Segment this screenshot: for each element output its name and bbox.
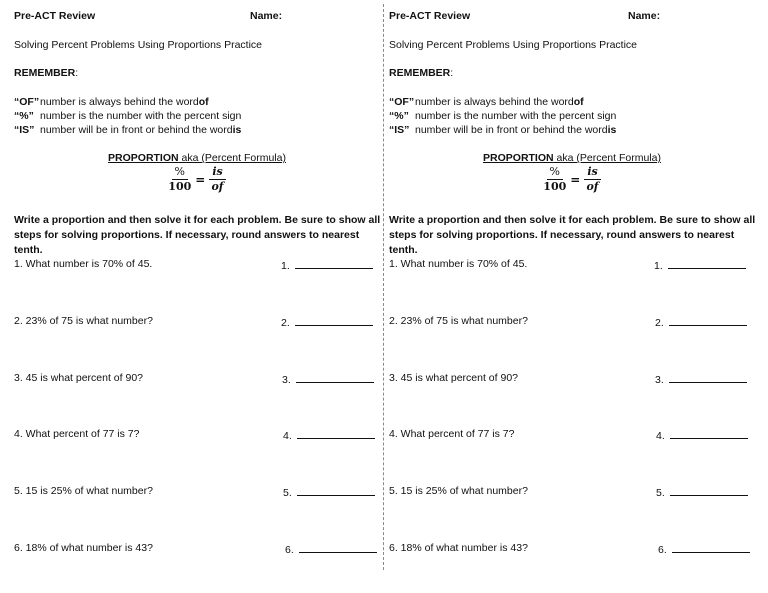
answer-number: 6. bbox=[285, 544, 294, 556]
rule-item bbox=[389, 123, 616, 137]
answer-blank[interactable] bbox=[670, 485, 748, 496]
worksheet-copy-left bbox=[14, 0, 380, 593]
question-4: 4. What percent of 77 is 7? bbox=[389, 428, 515, 440]
question-2: 2. 23% of 75 is what number? bbox=[14, 315, 153, 327]
question-6: 6. 18% of what number is 43? bbox=[389, 542, 528, 554]
remember-colon: : bbox=[75, 67, 79, 79]
answer-line-1[interactable] bbox=[281, 258, 373, 273]
answer-number: 2. bbox=[281, 317, 290, 329]
equals-sign: = bbox=[195, 172, 206, 187]
worksheet-subtitle: Solving Percent Problems Using Proportions Practice bbox=[14, 39, 263, 51]
question-3: 3. 45 is what percent of 90? bbox=[14, 372, 143, 384]
rule-key: “OF” bbox=[14, 96, 40, 108]
answer-blank[interactable] bbox=[295, 258, 373, 269]
rule-key: “IS” bbox=[389, 124, 410, 136]
question-6: 6. 18% of what number is 43? bbox=[14, 542, 153, 554]
instructions: Write a proportion and then solve it for each problem. Be sure to show all steps for solving proportions. If necessary, round answers to nearest tenth. bbox=[389, 214, 756, 256]
answer-line-2[interactable] bbox=[655, 315, 747, 330]
answer-number: 4. bbox=[283, 430, 292, 442]
answer-line-5[interactable] bbox=[656, 485, 748, 500]
answer-line-4[interactable] bbox=[656, 428, 748, 443]
name-label: Name: bbox=[250, 10, 283, 22]
question-5: 5. 15 is 25% of what number? bbox=[389, 485, 528, 497]
remember-label: REMEMBER bbox=[389, 67, 451, 79]
answer-number: 2. bbox=[655, 317, 664, 329]
rule-text: number is the number with the percent sign bbox=[40, 110, 242, 122]
answer-blank[interactable] bbox=[670, 428, 748, 439]
formula-equation bbox=[389, 166, 755, 193]
header-title: Pre-ACT Review bbox=[389, 10, 471, 22]
rule-item bbox=[389, 109, 616, 123]
rule-item bbox=[14, 123, 241, 137]
rule-emphasis: is bbox=[232, 124, 242, 136]
rule-key: “%” bbox=[14, 110, 34, 122]
answer-line-6[interactable] bbox=[658, 542, 750, 557]
question-2: 2. 23% of 75 is what number? bbox=[389, 315, 528, 327]
rule-text: number is the number with the percent sign bbox=[415, 110, 617, 122]
answer-blank[interactable] bbox=[669, 372, 747, 383]
cut-line-divider bbox=[383, 4, 384, 570]
rules-list bbox=[389, 95, 616, 137]
rule-text: number will be in front or behind the word bbox=[40, 124, 233, 136]
fraction-numerator: % bbox=[547, 166, 563, 180]
answer-line-2[interactable] bbox=[281, 315, 373, 330]
fraction-percent-over-100 bbox=[168, 166, 191, 193]
answer-number: 3. bbox=[282, 374, 291, 386]
answer-blank[interactable] bbox=[296, 372, 374, 383]
remember-colon: : bbox=[450, 67, 454, 79]
answer-blank[interactable] bbox=[297, 485, 375, 496]
answer-number: 1. bbox=[281, 260, 290, 272]
rule-text: number is always behind the word bbox=[415, 96, 574, 108]
answer-number: 5. bbox=[283, 487, 292, 499]
formula-title bbox=[14, 152, 380, 165]
fraction-denominator: of bbox=[211, 180, 224, 193]
formula-equation bbox=[14, 166, 380, 193]
fraction-denominator: 100 bbox=[168, 180, 192, 193]
remember-heading bbox=[389, 67, 453, 80]
answer-number: 6. bbox=[658, 544, 667, 556]
answer-blank[interactable] bbox=[295, 315, 373, 326]
answer-line-1[interactable] bbox=[654, 258, 746, 273]
rule-text: number will be in front or behind the word bbox=[415, 124, 608, 136]
answer-number: 1. bbox=[654, 260, 663, 272]
fraction-denominator: 100 bbox=[543, 180, 567, 193]
rule-item bbox=[389, 95, 616, 109]
rule-key: “OF” bbox=[389, 96, 415, 108]
question-1: 1. What number is 70% of 45. bbox=[14, 258, 153, 270]
formula-aka-label: aka (Percent Formula) bbox=[178, 152, 286, 164]
answer-number: 4. bbox=[656, 430, 665, 442]
answer-line-5[interactable] bbox=[283, 485, 375, 500]
answer-blank[interactable] bbox=[669, 315, 747, 326]
worksheet-subtitle: Solving Percent Problems Using Proportions Practice bbox=[389, 39, 638, 51]
formula-proportion-label: PROPORTION bbox=[108, 152, 179, 164]
fraction-is-over-of bbox=[209, 166, 225, 193]
rule-emphasis: of bbox=[198, 96, 209, 108]
answer-blank[interactable] bbox=[672, 542, 750, 553]
question-3: 3. 45 is what percent of 90? bbox=[389, 372, 518, 384]
question-4: 4. What percent of 77 is 7? bbox=[14, 428, 140, 440]
rule-emphasis: of bbox=[573, 96, 584, 108]
rule-item bbox=[14, 109, 241, 123]
fraction-percent-over-100 bbox=[543, 166, 566, 193]
answer-blank[interactable] bbox=[299, 542, 377, 553]
answer-blank[interactable] bbox=[297, 428, 375, 439]
fraction-numerator: is bbox=[209, 166, 225, 180]
rule-item bbox=[14, 95, 241, 109]
rule-emphasis: is bbox=[607, 124, 617, 136]
equals-sign: = bbox=[570, 172, 581, 187]
proportion-formula bbox=[389, 152, 755, 193]
answer-number: 3. bbox=[655, 374, 664, 386]
remember-label: REMEMBER bbox=[14, 67, 76, 79]
question-5: 5. 15 is 25% of what number? bbox=[14, 485, 153, 497]
question-1: 1. What number is 70% of 45. bbox=[389, 258, 528, 270]
fraction-numerator: % bbox=[172, 166, 188, 180]
formula-aka-label: aka (Percent Formula) bbox=[553, 152, 661, 164]
rule-key: “%” bbox=[389, 110, 409, 122]
fraction-denominator: of bbox=[586, 180, 599, 193]
answer-number: 5. bbox=[656, 487, 665, 499]
fraction-numerator: is bbox=[584, 166, 600, 180]
rule-text: number is always behind the word bbox=[40, 96, 199, 108]
answer-line-3[interactable] bbox=[282, 372, 374, 387]
rule-key: “IS” bbox=[14, 124, 35, 136]
worksheet-copy-right bbox=[389, 0, 755, 593]
answer-line-4[interactable] bbox=[283, 428, 375, 443]
name-label: Name: bbox=[628, 10, 661, 22]
fraction-is-over-of bbox=[584, 166, 600, 193]
header-title: Pre-ACT Review bbox=[14, 10, 96, 22]
instructions: Write a proportion and then solve it for each problem. Be sure to show all steps for solving proportions. If necessary, round answers to nearest tenth. bbox=[14, 214, 381, 256]
remember-heading bbox=[14, 67, 78, 80]
answer-line-6[interactable] bbox=[285, 542, 377, 557]
formula-proportion-label: PROPORTION bbox=[483, 152, 554, 164]
answer-blank[interactable] bbox=[668, 258, 746, 269]
rules-list bbox=[14, 95, 241, 137]
formula-title bbox=[389, 152, 755, 165]
answer-line-3[interactable] bbox=[655, 372, 747, 387]
proportion-formula bbox=[14, 152, 380, 193]
